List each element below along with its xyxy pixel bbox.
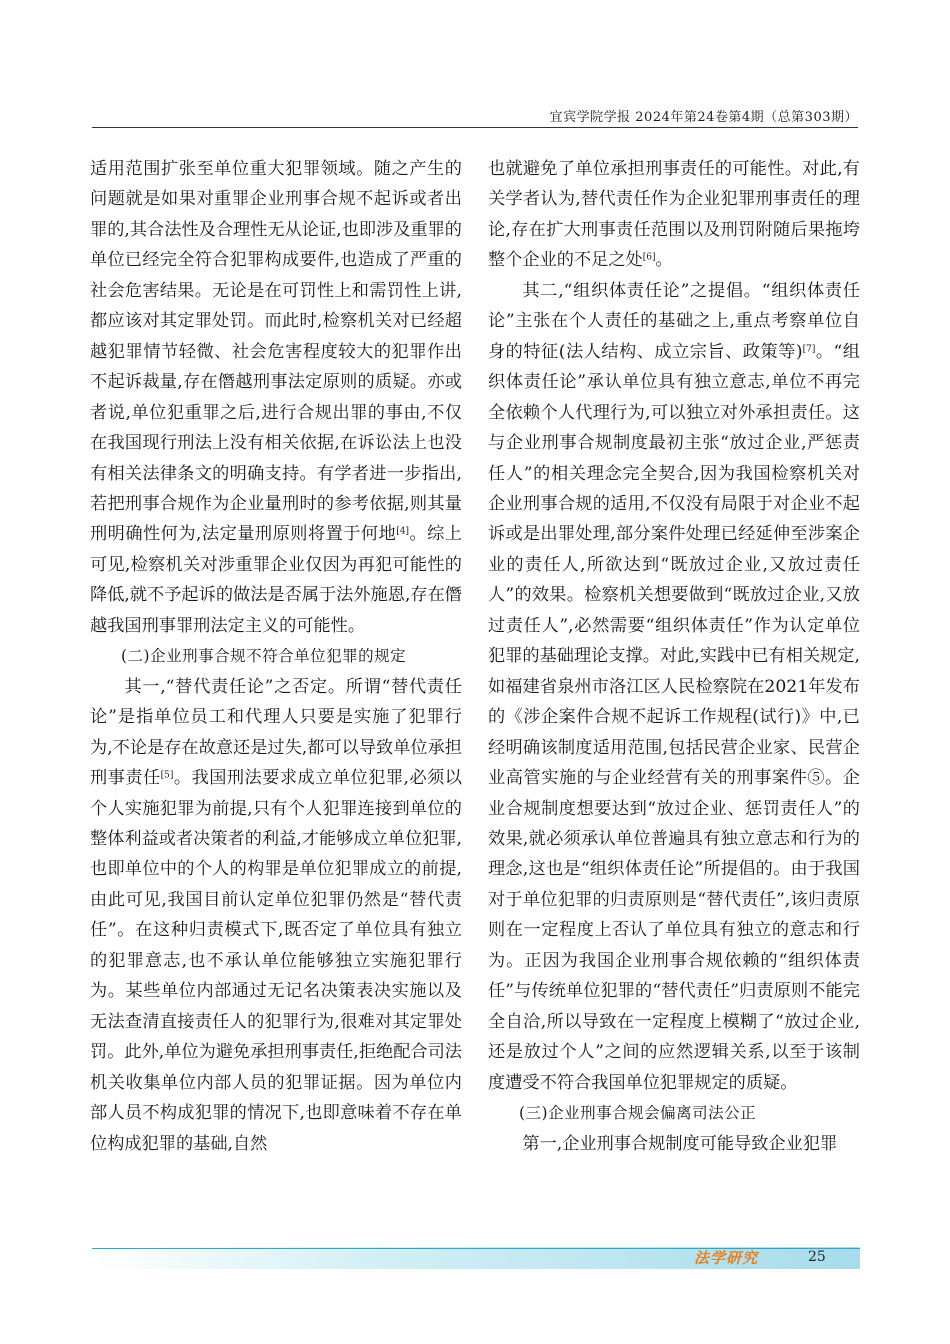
paragraph-text: 其二,“组织体责任论”之提倡。“组织体责任论”主张在个人责任的基础之上,重点考察单位自身的特征(法人结构、成立宗旨、政策等) (488, 280, 860, 362)
right-paragraph-1 (488, 154, 860, 276)
right-paragraph-3: 第一,企业刑事合规制度可能导致企业犯罪 (522, 1133, 838, 1154)
citation-ref: [6] (642, 252, 656, 263)
running-header: 宜宾学院学报 2024年第24卷第4期（总第303期） (549, 110, 858, 125)
left-paragraph-2 (90, 672, 462, 1159)
header-rule (92, 127, 858, 128)
citation-ref: [4] (396, 527, 409, 538)
section-heading-2: (二)企业刑事合规不符合单位犯罪的规定 (121, 647, 407, 666)
paragraph-text: 。 (655, 250, 673, 271)
left-paragraph-1 (90, 154, 462, 641)
paragraph-text: 其一,“替代责任论”之否定。所谓“替代责任论”是指单位员工和代理人只要是实施了犯罪行为,不论是存在故意还是过失,都可以导致单位承担刑事责任 (90, 676, 462, 789)
paragraph-text: 也就避免了单位承担刑事责任的可能性。对此,有关学者认为,替代责任作为企业犯罪刑事责任的理论,存在扩大刑事责任范围以及刑罚附随后果拖垮整个企业的不足之处 (488, 159, 860, 271)
paragraph-text: 。“组织体责任论”承认单位具有独立意志,单位不再完全依赖个人代理行为,可以独立对外承担责任。这与企业刑事合规制度最初主张“放过企业,严惩责任人”的相关理念完全契合,因为我国检察机关对企业刑事合规的适用,不仅没有局限于对企业不起诉或是出罪处理,部分案件处理已经延伸至涉案企业的责任人,所欲达到“既放过企业,又放过责任人”的效果。检察机关想要做到“既放过企业,又放过责任人”,必然需要“组织体责任”作为认定单位犯罪的基础理论支撑。对此,实践中已有相关规定,如福建省泉州市洛江区人民检察院在2021年发布的《涉企案件合规不起诉工作规程(试行)》中,已经明确该制度适用范围,包括民营企业家、民营企业高管实施的与企业经营有关的刑事案件⑤。企业合规制度想要达到“放过企业、惩罚责任人”的效果,就必须承认单位普遍具有独立意志和行为的理念,这也是“组织体责任论”所提倡的。由于我国对于单位犯罪的归责原则是“替代责任”,该归责原则在一定程度上否认了单位具有独立的意志和行为。正因为我国企业刑事合规依赖的“组织体责任”与传统单位犯罪的“替代责任”归责原则不能完全自洽,所以导致在一定程度上模糊了“放过企业,还是放过个人”之间的应然逻辑关系,以至于该制度遭受不符合我国单位犯罪规定的质疑。 (488, 341, 860, 1093)
paragraph-text: 适用范围扩张至单位重大犯罪领域。随之产生的问题就是如果对重罪企业刑事合规不起诉或者出罪的,其合法性及合理性无从论证,也即涉及重罪的单位已经完全符合犯罪构成要件,也造成了严重的社会危害结果。无论是在可罚性上和需罚性上讲,都应该对其定罪处罚。而此时,检察机关对已经超越犯罪情节轻微、社会危害程度较大的犯罪作出不起诉裁量,存在僭越刑事法定原则的质疑。亦或者说,单位犯重罪之后,进行合规出罪的事由,不仅在我国现行刑法上没有相关依据,在诉讼法上也没有相关法律条文的明确支持。有学者进一步指出,若把刑事合规作为企业量刑时的参考依据,则其量刑明确性何为,法定量刑原则将置于何地 (90, 159, 462, 545)
citation-ref: [7] (802, 344, 816, 355)
left-column (90, 154, 462, 1159)
citation-ref: [5] (160, 770, 174, 781)
right-column (488, 154, 860, 1159)
page-number: 25 (808, 1249, 826, 1265)
paragraph-text: 。综上可见,检察机关对涉重罪企业仅因为再犯可能性的降低,就不予起诉的做法是否属于法外施恩,存在僭越我国刑事罪刑法定主义的可能性。 (90, 524, 462, 636)
paragraph-text: 。我国刑法要求成立单位犯罪,必须以个人实施犯罪为前提,只有个人犯罪连接到单位的整体利益或者决策者的利益,才能够成立单位犯罪,也即单位中的个人的构罪是单位犯罪成立的前提,由此可见,我国目前认定单位犯罪仍然是“替代责任”。在这种归责模式下,既否定了单位具有独立的犯罪意志,也不承认单位能够独立实施犯罪行为。某些单位内部通过无记名决策表决实施以及无法查清直接责任人的犯罪行为,很难对其定罪处罚。此外,单位为避免承担刑事责任,拒绝配合司法机关收集单位内部人员的犯罪证据。因为单位内部人员不构成犯罪的情况下,也即意味着不存在单位构成犯罪的基础,自然 (90, 768, 462, 1154)
section-heading-3: (三)企业刑事合规会偏离司法公正 (519, 1104, 757, 1123)
footer-section-title: 法学研究 (694, 1249, 759, 1267)
right-paragraph-2 (488, 276, 860, 1098)
